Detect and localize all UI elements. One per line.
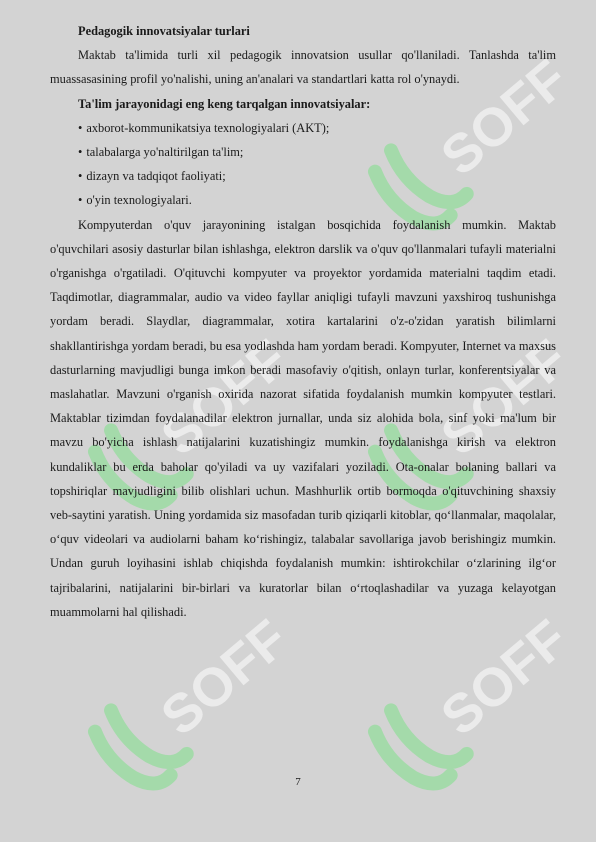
body-paragraph: Kompyuterdan o'quv jarayonining istalgan bosqichida foydalanish mumkin. Maktab o'quvchilari asosiy dasturlar bilan ishlashga, elektron darslik va o'quv qo'llanmalari tufayli materialni o'rganishga o'rgatiladi. O'qituvchi kompyuter va proyektor yordamida materialni taqdim etadi. Taqdimotlar, diagrammalar, audio va video fayllar aniqligi tufayli mavzuni yaxshiroq tushunishga yordam beradi. Slaydlar, diagrammalar, xotira kartalarini o'z-o'zidan yaratish bilimlarni shakllantirishga yordam beradi, bu esa yodlashda ham yordam beradi. Kompyuter, Internet va maxsus dasturlarning mavjudligi bunga imkon beradi masofaviy o'qitish, onlayn turlar, konferentsiyalar va maslahatlar. Mavzuni o'rganish oxirida nazorat sifatida foydalanish mumkin kompyuter testlari. Maktablar tizimdan foydalanadilar elektron jurnallar, unda siz alohida bola, sinf yoki ma'lum bir mavzu bo'yicha ishlash natijalarini kuzatishingiz mumkin. foydalanishga kirish va elektron kundaliklar bu erda baholar qo'yiladi va uy vazifalari yoziladi. Ota-onalar bolaning ballari va topshiriqlar mavjudligini bilib olishlari uchun. Mashhurlik ortib bormoqda o'qituvchining shaxsiy veb-saytini yaratish. Uning yordamida siz masofadan turib qiziqarli kitoblar, qo‘llanmalar, maqolalar, o‘quv videolari va audiolarni baham ko‘rishingiz, talabalar savollariga javob berishingiz mumkin. Undan guruh loyihasini ishlab chiqishda foydalanish mumkin: ishtirokchilar o‘zlarining ilg‘or tajribalarini, natijalarini bir-birlari va kuratorlar bilan o‘rtoqlashadilar va yuzaga kelayotgan muammolarni hal qilishadi. <box>50 217 556 619</box>
section-title: Pedagogik innovatsiyalar turlari <box>78 24 250 38</box>
innovation-list <box>50 116 556 213</box>
watermark-text: SOFF <box>430 608 580 748</box>
watermark-text: SOFF <box>430 48 580 188</box>
list-heading: Ta'lim jarayonidagi eng keng tarqalgan innovatsiyalar: <box>78 96 371 111</box>
list-item: • axborot-kommunikatsiya texnologiyalari (AKT); <box>50 116 556 140</box>
watermark-text: SOFF <box>150 608 300 748</box>
watermark-text: SOFF <box>150 328 300 468</box>
page-number: 7 <box>295 776 301 788</box>
document-body <box>50 19 556 624</box>
list-item: • talabalarga yo'naltirilgan ta'lim; <box>50 140 556 164</box>
list-item: • dizayn va tadqiqot faoliyati; <box>50 164 556 188</box>
intro-paragraph: Maktab ta'limida turli xil pedagogik innovatsion usullar qo'llaniladi. Tanlashda ta'lim muassasasining profil yo'nalishi, uning an'analari va standartlari katta rol o'ynaydi. <box>50 48 556 87</box>
list-item: • o'yin texnologiyalari. <box>50 188 556 212</box>
watermark-text: SOFF <box>430 328 580 468</box>
